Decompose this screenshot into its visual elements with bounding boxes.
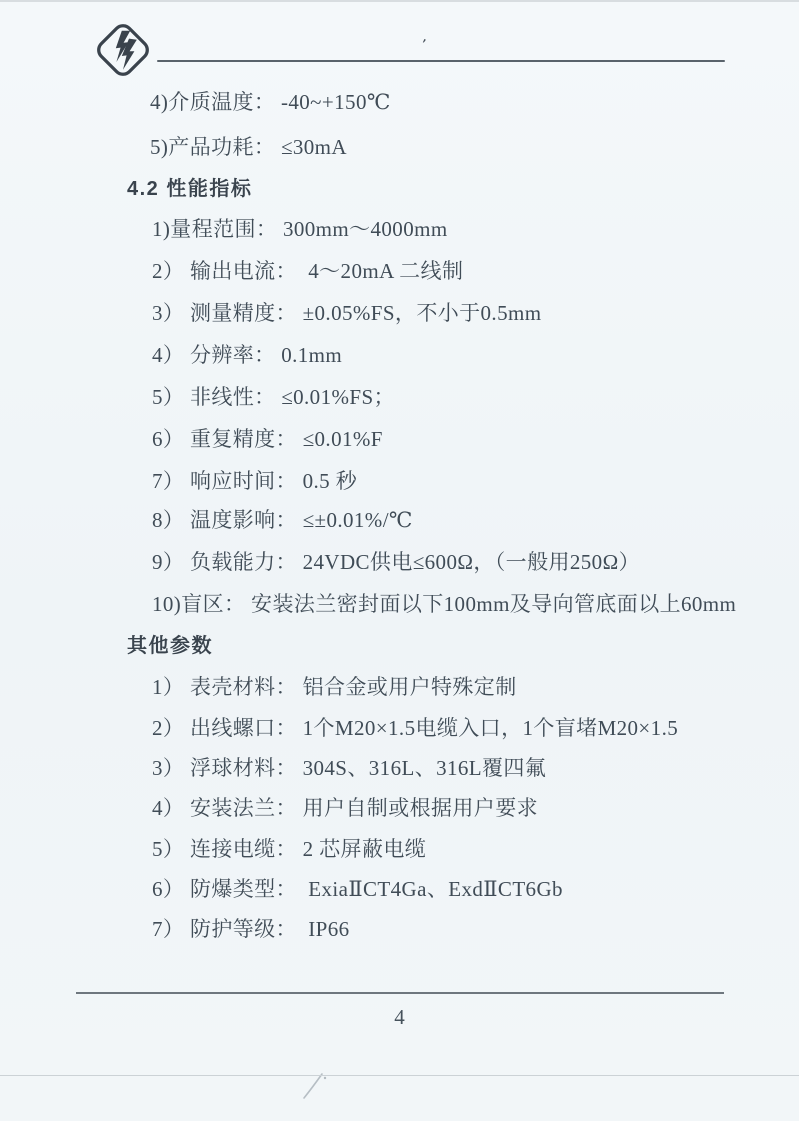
spec-line-protection: 7） 防护等级： IP66 [152, 917, 350, 941]
spec-line-response: 7） 响应时间： 0.5 秒 [152, 469, 358, 493]
spec-line-power: 5)产品功耗： ≤30mA [150, 135, 347, 159]
spec-line-cable: 5） 连接电缆： 2 芯屏蔽电缆 [152, 837, 427, 861]
company-logo [92, 20, 154, 80]
spec-line-cable-entry: 2） 出线螺口： 1个M20×1.5电缆入口，1个盲堵M20×1.5 [152, 716, 679, 740]
spec-line-media-temp: 4)介质温度： -40~+150℃ [150, 90, 391, 114]
section-heading-performance: 4.2 性能指标 [127, 178, 253, 200]
spec-line-resolution: 4） 分辨率： 0.1mm [152, 343, 343, 367]
scan-edge-bottom [0, 1075, 799, 1076]
spec-line-output: 2） 输出电流： 4～20mA 二线制 [152, 259, 464, 283]
spec-line-temp-effect: 8） 温度影响： ≤±0.01%/℃ [152, 508, 413, 532]
company-logo-icon [92, 20, 154, 80]
spec-line-blind-zone: 10)盲区： 安装法兰密封面以下100mm及导向管底面以上60mm [152, 592, 737, 616]
spec-line-float-material: 3） 浮球材料： 304S、316L、316L覆四氟 [152, 756, 547, 780]
scan-edge-top [0, 0, 799, 2]
spec-line-range: 1)量程范围： 300mm～4000mm [152, 217, 448, 241]
spec-line-housing: 1） 表壳材料： 铝合金或用户特殊定制 [152, 675, 517, 699]
spec-line-explosion-proof: 6） 防爆类型： ExiaⅡCT4Ga、ExdⅡCT6Gb [152, 877, 563, 901]
spec-line-accuracy: 3） 测量精度： ±0.05%FS，不小于0.5mm [152, 301, 542, 325]
spec-line-flange: 4） 安装法兰： 用户自制或根据用户要求 [152, 796, 538, 820]
stray-speck: ’ [419, 35, 428, 55]
pen-scratch-mark [298, 1066, 342, 1100]
spec-line-load: 9） 负载能力： 24VDC供电≤600Ω，（一般用250Ω） [152, 550, 640, 574]
section-heading-other-params: 其他参数 [127, 635, 213, 657]
page-number: 4 [394, 1005, 405, 1029]
spec-line-repeatability: 6） 重复精度： ≤0.01%F [152, 427, 383, 451]
footer-rule [76, 992, 724, 994]
header-rule [157, 60, 725, 62]
spec-line-nonlinearity: 5） 非线性： ≤0.01%FS； [152, 385, 395, 409]
